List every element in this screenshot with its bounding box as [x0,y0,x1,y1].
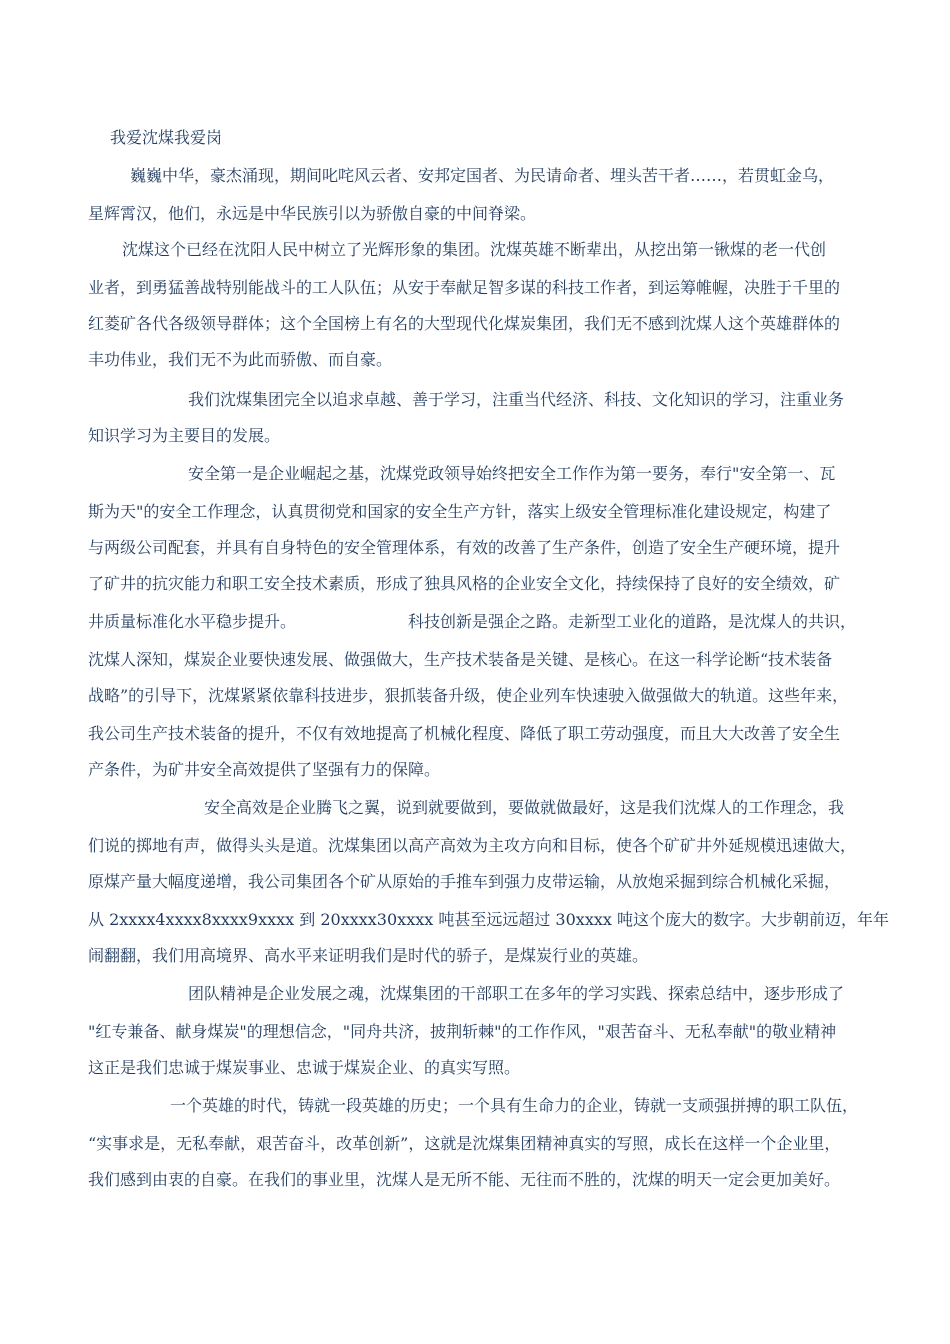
paragraph-5-line-4: 从 2xxxx4xxxx8xxxx9xxxx 到 20xxxx30xxxx 吨甚至远远超过 30xxxx 吨这个庞大的数字。大步朝前迈，年年 [88,910,889,929]
paragraph-5-line-1: 安全高效是企业腾飞之翼，说到就要做到，要做就做最好，这是我们沈煤人的工作理念，我 [204,798,845,817]
paragraph-7-line-1: 一个英雄的时代，铸就一段英雄的历史；一个具有生命力的企业，铸就一支顽强拼搏的职工队伍， [170,1096,859,1115]
paragraph-4-line-6: 沈煤人深知，煤炭企业要快速发展、做强做大，生产技术装备是关键、是核心。在这一科学论断“技术装备 [88,650,833,669]
paragraph-1-line-2: 星辉霄汉，他们，永远是中华民族引以为骄傲自豪的中间脊梁。 [88,204,537,223]
paragraph-4-line-2: 斯为天"的安全工作理念，认真贯彻党和国家的安全生产方针，落实上级安全管理标准化建设规定，构建了 [88,502,832,521]
paragraph-5-line-5: 闹翻翻，我们用高境界、高水平来证明我们是时代的骄子，是煤炭行业的英雄。 [88,946,649,965]
paragraph-4-line-8: 我公司生产技术装备的提升，不仅有效地提高了机械化程度、降低了职工劳动强度，而且大大改善了安全生 [88,724,841,743]
paragraph-2-line-2: 业者，到勇猛善战特别能战斗的工人队伍；从安于奉献足智多谋的科技工作者，到运筹帷幄，决胜于千里的 [88,278,841,297]
paragraph-3-line-2: 知识学习为主要目的发展。 [88,426,281,445]
paragraph-4-line-5 [88,612,856,632]
paragraph-2-line-4: 丰功伟业，我们无不为此而骄傲、而自豪。 [88,350,393,369]
paragraph-2-line-1: 沈煤这个已经在沈阳人民中树立了光辉形象的集团。沈煤英雄不断辈出，从挖出第一锹煤的老一代创 [122,240,827,259]
paragraph-7-line-2: “实事求是，无私奉献，艰苦奋斗，改革创新”，这就是沈煤集团精神真实的写照，成长在这样一个企业里， [88,1134,841,1153]
paragraph-7-line-3: 我们感到由衷的自豪。在我们的事业里，沈煤人是无所不能、无往而不胜的，沈煤的明天一定会更加美好。 [88,1170,841,1189]
paragraph-5-line-2: 们说的掷地有声，做得头头是道。沈煤集团以高产高效为主攻方向和目标，使各个矿矿井外延规模迅速做大， [88,836,857,855]
paragraph-1-line-1: 巍巍中华，豪杰涌现，期间叱咤风云者、安邦定国者、为民请命者、埋头苦干者……，若贯虹金乌， [130,166,835,185]
paragraph-6-line-3: 这正是我们忠诚于煤炭事业、忠诚于煤炭企业、的真实写照。 [88,1058,521,1077]
paragraph-4-line-5-part-2: 科技创新是强企之路。走新型工业化的道路，是沈煤人的共识， [408,612,857,631]
paragraph-4-line-3: 与两级公司配套，并具有自身特色的安全管理体系，有效的改善了生产条件，创造了安全生产硬环境，提升 [88,538,841,557]
paragraph-6-line-2: "红专兼备、献身煤炭"的理想信念，"同舟共济，披荆斩棘"的工作作风，"艰苦奋斗、无私奉献"的敬业精神 [88,1022,837,1041]
paragraph-2-line-3: 红菱矿各代各级领导群体；这个全国榜上有名的大型现代化煤炭集团，我们无不感到沈煤人这个英雄群体的 [88,314,841,333]
paragraph-4-line-5-part-1: 井质量标准化水平稳步提升。 [88,612,297,631]
paragraph-3-line-1: 我们沈煤集团完全以追求卓越、善于学习，注重当代经济、科技、文化知识的学习，注重业务 [188,390,845,409]
paragraph-5-line-3: 原煤产量大幅度递增，我公司集团各个矿从原始的手推车到强力皮带运输，从放炮采掘到综合机械化采掘， [88,872,841,891]
paragraph-4-line-7: 战略”的引导下，沈煤紧紧依靠科技进步，狠抓装备升级，使企业列车快速驶入做强做大的轨道。这些年来， [88,686,849,705]
document-title: 我爱沈煤我爱岗 [110,128,223,147]
paragraph-4-line-1: 安全第一是企业崛起之基，沈煤党政领导始终把安全工作作为第一要务，奉行"安全第一、瓦 [188,464,836,483]
paragraph-6-line-1: 团队精神是企业发展之魂，沈煤集团的干部职工在多年的学习实践、探索总结中，逐步形成了 [188,984,845,1003]
paragraph-4-line-9: 产条件，为矿井安全高效提供了坚强有力的保障。 [88,760,441,779]
paragraph-4-line-4: 了矿井的抗灾能力和职工安全技术素质，形成了独具风格的企业安全文化，持续保持了良好的安全绩效，矿 [88,574,841,593]
